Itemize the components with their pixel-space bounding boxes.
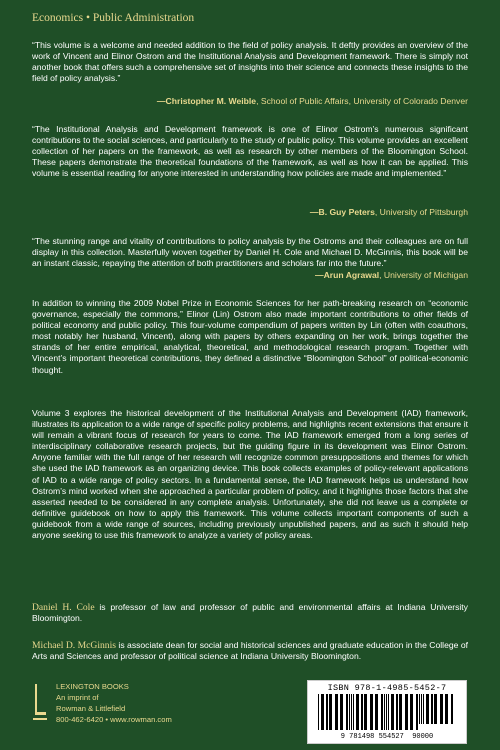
- barcode-bar: [440, 694, 443, 724]
- endorser-affiliation: , University of Pittsburgh: [374, 207, 468, 217]
- barcode-bar: [361, 694, 363, 730]
- endorser-affiliation: , School of Public Affairs, University of Colorado Denver: [256, 96, 468, 106]
- publisher-imprint-line: An imprint of: [56, 693, 99, 702]
- barcode-bar: [318, 694, 319, 730]
- barcode-bar: [364, 694, 367, 730]
- barcode-bar: [370, 694, 373, 730]
- barcode-bar: [321, 694, 324, 730]
- isbn-barcode: [307, 680, 467, 744]
- barcode-digits: [308, 733, 466, 741]
- description-paragraph-2: Volume 3 explores the historical development of the Institutional Analysis and Development (IAD) framework, illustrates its application to a wide range of specific policy problems, and highlights recent extensions that ensure it will remain a vibrant focus of research for years to come. The IAD framework emerged from a long series of interdisciplinary collaborative research projects, but the guiding figure in its development was Elinor Ostrom. Anyone familiar with the full range of her research will recognize common presuppositions and themes for which she used the IAD framework as an organizing device. This book collects examples of policy-relevant applications of IAD to a wide range of policy sectors. In a fundamental sense, the IAD framework helps us understand how Ostrom’s mind worked when she approached a particular problem of policy, and it highlights those factors that she asserted needed to be considered in any complete analysis. Unfortunately, she did not leave us a complete or definitive guidebook on how to apply this framework. This volume collects important components of such a guidebook from a wide range of sources, including previously unpublished papers, and as such it should help anyone seeking to use this framework to analyze a variety of policy areas.: [32, 408, 468, 541]
- barcode-bar: [426, 694, 429, 724]
- author-name: Michael D. McGinnis: [32, 640, 116, 651]
- endorser-name: —Arun Agrawal: [315, 270, 380, 280]
- cover-footer: [32, 680, 468, 742]
- barcode-bar: [384, 694, 385, 730]
- barcode-bar: [386, 694, 387, 730]
- barcode-bar: [353, 694, 354, 730]
- barcode-bar: [329, 694, 332, 730]
- barcode-bar: [451, 694, 453, 724]
- barcode-bar: [391, 694, 394, 730]
- publisher-name: LEXINGTON BOOKS: [56, 682, 129, 691]
- barcode-bar: [399, 694, 402, 730]
- barcode-bar: [326, 694, 328, 730]
- endorsement-quote-2: “The Institutional Analysis and Development framework is one of Elinor Ostrom’s numerous significant contributions to the social sciences, and particularly to the study of public policy. This volume provides an excellent collection of her papers on the framework, as well as research by other members of the Bloomington School. These papers demonstrate the theoretical foundations of the framework, as well as how it can be applied. This volume is essential reading for anyone interested in understanding how policies are made and implemented.”: [32, 124, 468, 179]
- barcode-bar: [423, 694, 424, 724]
- endorsement-attribution-1: [157, 96, 468, 107]
- barcode-bar: [356, 694, 359, 730]
- barcode-bar: [396, 694, 398, 730]
- barcode-bar: [346, 694, 348, 730]
- endorsement-attribution-2: [310, 207, 468, 218]
- endorser-name: —Christopher M. Weible: [156, 96, 257, 106]
- barcode-bar: [431, 694, 433, 724]
- barcode-bar: [340, 694, 343, 730]
- barcode-bar: [416, 694, 418, 730]
- barcode-bar: [381, 694, 383, 730]
- publisher-info: [56, 681, 172, 725]
- barcode-bar: [405, 694, 408, 730]
- barcode-bar: [375, 694, 378, 730]
- author-bio-text: is professor of law and professor of public and environmental affairs at Indiana University Bloomington.: [32, 602, 468, 624]
- endorsement-attribution-3: [315, 270, 468, 281]
- barcode-bar: [410, 694, 413, 730]
- endorsement-quote-3: “The stunning range and vitality of contributions to policy analysis by the Ostroms and their colleagues are on full display in this collection. Masterfully woven together by Daniel H. Cole and Michael D. McGinnis, this book will be an instant classic, repaying the attention of both practitioners and scholars far into the future.”: [32, 236, 468, 269]
- endorser-affiliation: , University of Michigan: [379, 270, 468, 280]
- barcode-number: 9 781498 554527: [340, 733, 404, 741]
- description-paragraph-1: In addition to winning the 2009 Nobel Prize in Economic Sciences for her path-breaking research on “economic governance, especially the commons,” Elinor (Lin) Ostrom also made important contributions to other fields of political economy and public policy. This four-volume compendium of papers written by Lin (often with coauthors, most notably her husband, Vincent), along with papers by others expanding on her work, brings together the strands of her entire empirical, analytical, theoretical, and methodological research program. Together with Vincent’s important theoretical contributions, they defined a distinctive “Bloomington School” of political-economic thought.: [32, 298, 468, 375]
- author-bio-1: [32, 602, 468, 624]
- isbn-text: ISBN 978-1-4985-5452-7: [327, 683, 447, 693]
- author-bio-text: is associate dean for social and historical sciences and graduate education in the College of Arts and Sciences and professor of political science at Indiana University Bloomington.: [32, 640, 469, 662]
- back-cover: [32, 0, 468, 750]
- barcode-bar: [421, 694, 422, 724]
- publisher-logo-icon: [32, 682, 48, 722]
- barcode-bar: [335, 694, 338, 730]
- endorser-name: —B. Guy Peters: [309, 207, 375, 217]
- barcode-bar: [419, 694, 420, 724]
- barcode-addon: 90000: [412, 733, 434, 741]
- publisher-contact: 800-462-6420 • www.rowman.com: [56, 715, 172, 724]
- publisher-parent: Rowman & Littlefield: [56, 704, 126, 713]
- barcode-bar: [434, 694, 437, 724]
- category-label: Economics • Public Administration: [32, 12, 195, 24]
- barcode-bars: [318, 694, 456, 730]
- author-bio-2: [32, 640, 468, 662]
- endorsement-quote-1: “This volume is a welcome and needed addition to the field of policy analysis. It deftly provides an overview of the work of Vincent and Elinor Ostrom and the Institutional Analysis and Development framework. There is simply not another book that offers such a comprehensive set of insights into their science and connects these insights to the field of policy analysis.”: [32, 40, 468, 84]
- barcode-bar: [388, 694, 389, 730]
- author-name: Daniel H. Cole: [32, 602, 95, 613]
- barcode-bar: [349, 694, 350, 730]
- barcode-bar: [351, 694, 352, 730]
- barcode-bar: [445, 694, 448, 724]
